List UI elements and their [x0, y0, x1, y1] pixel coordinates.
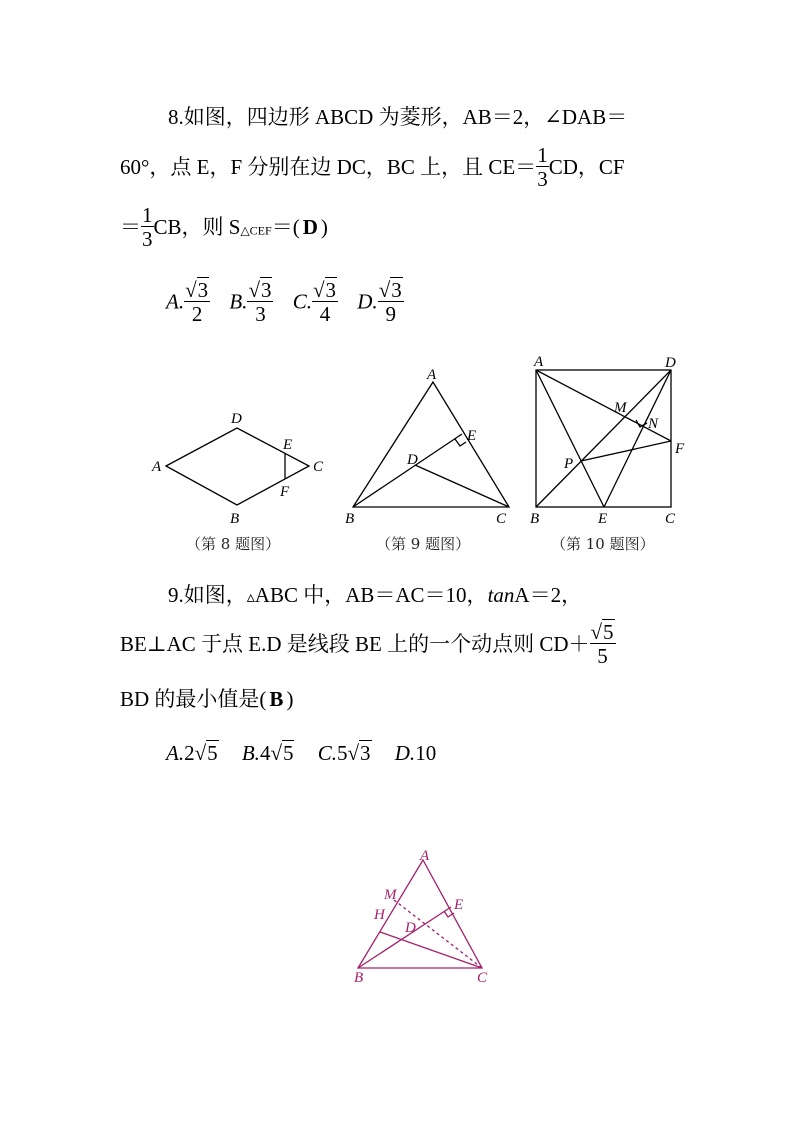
q9-line1-text-c: A＝2， [514, 583, 583, 607]
option-coefficient: 5 [336, 741, 348, 765]
fraction-denominator: 2 [184, 301, 210, 325]
fig10-label-c: C [665, 511, 676, 527]
q8-line2-text-b: CD，CF [548, 155, 625, 179]
fig10-label-b: B [530, 511, 540, 527]
fraction-denominator: 9 [378, 301, 404, 325]
option-coefficient: 10 [415, 741, 437, 765]
fig8-label-a: A [152, 459, 162, 475]
tan-function: tan [487, 583, 515, 607]
q8-line3-text-b: CB，则 S [153, 215, 241, 239]
radicand: 3 [197, 278, 209, 302]
q9-line3 [120, 689, 293, 710]
solution-label-b: B [354, 970, 364, 986]
q8-line2-text-a: 60°，点 E，F 分别在边 DC，BC 上，且 CE＝ [120, 155, 537, 179]
right-angle-mark [455, 439, 466, 446]
fraction-numerator: 1 [537, 143, 548, 167]
fraction-denominator: 3 [537, 167, 548, 191]
fig10-label-m: M [614, 400, 627, 416]
solution-figure-labels [354, 848, 488, 986]
q9-answer: B [269, 687, 284, 711]
fig10-label-n: N [648, 416, 659, 432]
solution-segment-be [358, 907, 451, 968]
fig10-label-f: F [675, 441, 685, 457]
sqrt-symbol: √5 [194, 741, 218, 765]
q9-line1-text-a: 9.如图， [168, 583, 247, 607]
sqrt-symbol: √3 [185, 278, 209, 302]
radicand: 5 [207, 741, 218, 765]
q8-line3-close: ) [320, 215, 328, 239]
q9-line3-text: BD 的最小值是( [120, 687, 267, 711]
solution-right-angle-mark [444, 911, 454, 917]
option-coefficient: 2 [184, 741, 195, 765]
fig10-label-p: P [564, 456, 574, 472]
radicand: 5 [603, 620, 614, 644]
q9-option-c [318, 741, 372, 765]
option-letter: B. [229, 290, 248, 314]
triangle-symbol: ▵ [246, 589, 255, 606]
sqrt-symbol: √5 [270, 741, 294, 765]
option-letter: C. [317, 741, 337, 765]
q9-line1-text-b: ABC 中，AB＝AC＝10， [254, 583, 488, 607]
sqrt-symbol: √3 [312, 278, 337, 302]
segment-be [353, 434, 462, 507]
solution-label-d: D [405, 920, 416, 936]
q9-option-b [242, 741, 295, 765]
fig10-label-d: D [665, 355, 676, 371]
segment-ae [536, 370, 604, 507]
fig10-caption: （第 10 题图） [551, 535, 655, 553]
solution-label-a: A [420, 848, 430, 864]
q9-line2 [120, 622, 616, 667]
q8-answer: D [302, 215, 318, 239]
fraction-denominator: 4 [312, 301, 338, 325]
fig9-label-e: E [467, 428, 477, 444]
q9-options [166, 743, 436, 764]
option-letter: C. [292, 290, 312, 314]
sqrt-symbol: √5 [590, 620, 614, 644]
q9-line3-close: ) [286, 687, 294, 711]
fraction-denominator: 3 [142, 227, 153, 251]
fig9-label-c: C [496, 511, 507, 527]
option-coefficient: 4 [259, 741, 271, 765]
fraction-denominator: 3 [247, 301, 273, 325]
q9-line2-text: BE⊥AC 于点 E.D 是线段 BE 上的一个动点则 CD＋ [120, 632, 590, 656]
fig10-label-e: E [598, 511, 608, 527]
segment-pf [581, 441, 671, 461]
solution-label-c: C [477, 970, 488, 986]
radicand: 3 [360, 741, 371, 765]
q8-line1: 8.如图，四边形 ABCD 为菱形，AB＝2，∠DAB＝ [168, 105, 628, 129]
fig8-caption: （第 8 题图） [186, 535, 281, 553]
solution-label-e: E [454, 897, 464, 913]
q8-line3-text-c: ＝( [271, 215, 300, 239]
option-letter: A. [166, 290, 185, 314]
diagonal-bd [536, 370, 671, 507]
solution-figure [340, 840, 510, 990]
figure-9-triangle [353, 382, 509, 507]
radicand: 3 [325, 278, 337, 302]
option-letter: D. [357, 290, 378, 314]
sqrt-symbol: √3 [347, 741, 371, 765]
solution-label-m: M [384, 887, 397, 903]
fig8-label-e: E [283, 437, 293, 453]
q8-line3-eq: ＝ [120, 215, 141, 239]
area-subscript: △CEF [240, 223, 272, 238]
fig9-label-d: D [407, 452, 418, 468]
q9-fraction [590, 622, 616, 667]
q9-line1 [168, 585, 582, 606]
q9-option-d [395, 741, 436, 765]
fig9-caption: （第 9 题图） [376, 535, 471, 553]
solution-label-h: H [374, 907, 385, 923]
fig8-label-c: C [313, 459, 324, 475]
fraction-denominator: 5 [590, 643, 616, 667]
triangle-abc [353, 382, 509, 507]
q9-option-a [166, 741, 219, 765]
fig8-label-b: B [230, 511, 240, 527]
segment-ed [604, 370, 671, 507]
segment-dc [415, 465, 509, 507]
figure-9-labels [345, 367, 507, 527]
radicand: 3 [391, 278, 402, 302]
sqrt-symbol: √3 [248, 278, 272, 302]
fraction-numerator: 1 [142, 203, 153, 227]
radicand: 3 [260, 278, 272, 302]
fig10-label-a: A [534, 354, 544, 370]
option-letter: D. [394, 741, 416, 765]
fig8-label-d: D [231, 411, 242, 427]
option-letter: B. [241, 741, 260, 765]
fig9-label-b: B [345, 511, 355, 527]
fig8-label-f: F [280, 484, 290, 500]
figures-row [0, 0, 794, 560]
option-letter: A. [166, 741, 185, 765]
fig9-label-a: A [427, 367, 437, 383]
solution-segment-hc [380, 932, 482, 968]
figure-10-square [536, 370, 671, 507]
radicand: 5 [282, 741, 294, 765]
sqrt-symbol: √3 [378, 278, 402, 302]
